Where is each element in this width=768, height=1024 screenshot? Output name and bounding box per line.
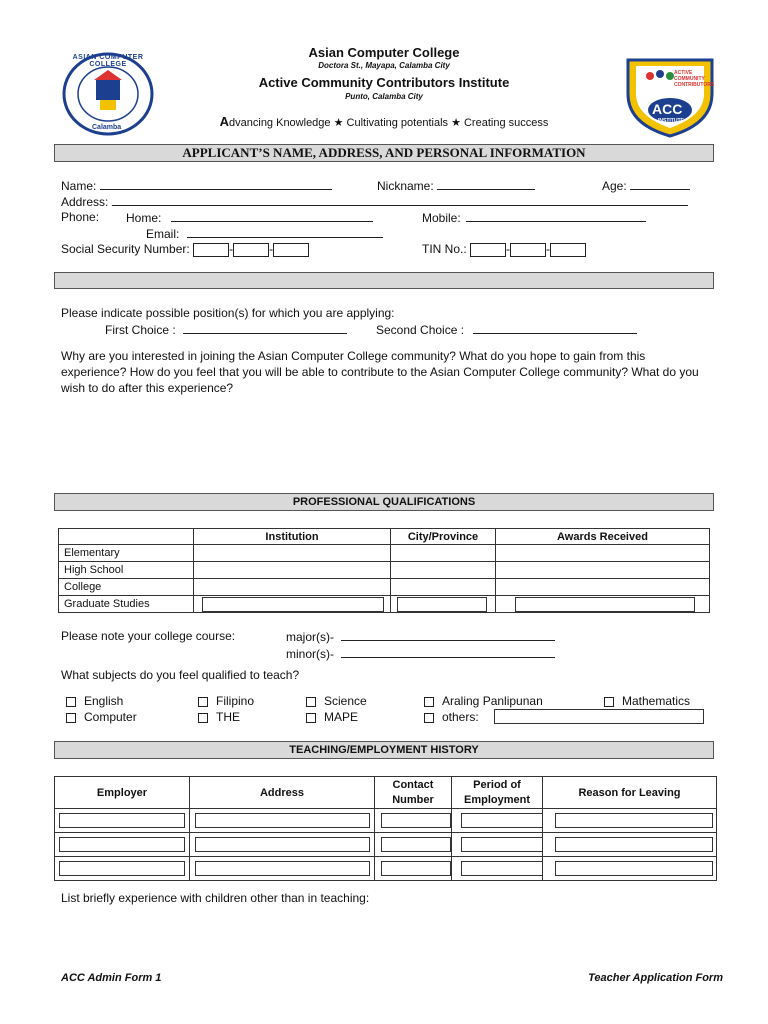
major-label: major(s)- bbox=[286, 630, 334, 644]
section-position-bar bbox=[54, 272, 714, 289]
ssn-dash: - bbox=[269, 242, 274, 256]
table-header: Awards Received bbox=[496, 529, 710, 545]
mobile-field[interactable] bbox=[466, 210, 646, 222]
ssn-box-1[interactable] bbox=[193, 243, 229, 257]
right-logo-sub: ACTIVE COMMUNITY CONTRIBUTORS bbox=[674, 70, 715, 88]
table-header: Contact Number bbox=[375, 777, 452, 809]
city-cell[interactable] bbox=[391, 579, 496, 596]
tin-dash: - bbox=[506, 242, 511, 256]
checkbox-icon[interactable] bbox=[306, 713, 316, 723]
motto bbox=[0, 114, 768, 129]
awards-cell[interactable] bbox=[496, 562, 710, 579]
right-logo-bottom: INSTITUTE bbox=[658, 118, 684, 124]
tin-box-1[interactable] bbox=[470, 243, 506, 257]
level-label: Elementary bbox=[59, 545, 194, 562]
school-address: Doctora St., Mayapa, Calamba City bbox=[318, 61, 450, 70]
left-logo-text: ASIAN COMPUTER COLLEGE bbox=[72, 54, 144, 68]
institute-address: Punto, Calamba City bbox=[345, 92, 423, 101]
subject-label: Filipino bbox=[216, 694, 255, 708]
minor-field[interactable] bbox=[341, 646, 555, 658]
motto-first-letter: A bbox=[219, 114, 230, 129]
ssn-row bbox=[61, 242, 309, 257]
address-row bbox=[61, 194, 688, 209]
subject-araling-panlipunan[interactable] bbox=[424, 694, 543, 708]
checkbox-icon[interactable] bbox=[198, 697, 208, 707]
email-field[interactable] bbox=[187, 226, 383, 238]
email-row bbox=[146, 226, 383, 241]
minor-row bbox=[286, 646, 555, 661]
grad-institution-input[interactable] bbox=[202, 597, 384, 612]
awards-cell[interactable] bbox=[496, 579, 710, 596]
tin-row bbox=[422, 242, 586, 257]
checkbox-icon[interactable] bbox=[604, 697, 614, 707]
subject-label: Computer bbox=[84, 710, 137, 724]
school-name: Asian Computer College bbox=[308, 45, 460, 60]
tin-label: TIN No.: bbox=[422, 242, 467, 256]
contact-input[interactable] bbox=[381, 837, 451, 852]
table-header: Institution bbox=[194, 529, 391, 545]
reason-input[interactable] bbox=[555, 813, 713, 828]
first-choice-row bbox=[105, 322, 347, 337]
table-row bbox=[59, 562, 710, 579]
major-field[interactable] bbox=[341, 629, 555, 641]
section-personal-info-bar: APPLICANT’S NAME, ADDRESS, AND PERSONAL INFORMATION bbox=[54, 144, 714, 162]
age-label: Age: bbox=[602, 179, 627, 193]
email-label: Email: bbox=[146, 227, 180, 241]
home-label: Home: bbox=[126, 211, 162, 225]
table-header: Reason for Leaving bbox=[543, 777, 717, 809]
address-input[interactable] bbox=[195, 813, 370, 828]
subject-label: others: bbox=[442, 710, 479, 724]
employer-input[interactable] bbox=[59, 861, 185, 876]
table-header-row bbox=[59, 529, 710, 545]
subject-label: Science bbox=[324, 694, 367, 708]
institute-name: Active Community Contributors Institute bbox=[258, 75, 510, 90]
checkbox-icon[interactable] bbox=[66, 713, 76, 723]
city-cell[interactable] bbox=[391, 562, 496, 579]
tin-box-2[interactable] bbox=[510, 243, 546, 257]
name-label: Name: bbox=[61, 179, 97, 193]
table-header: City/Province bbox=[391, 529, 496, 545]
minor-label: minor(s)- bbox=[286, 647, 334, 661]
subject-others[interactable] bbox=[424, 710, 479, 724]
home-phone-field[interactable] bbox=[171, 210, 373, 222]
contact-input[interactable] bbox=[381, 861, 451, 876]
nickname-field[interactable] bbox=[437, 178, 535, 190]
subject-science[interactable] bbox=[306, 694, 367, 708]
reason-input[interactable] bbox=[555, 837, 713, 852]
subject-filipino[interactable] bbox=[198, 694, 254, 708]
address-input[interactable] bbox=[195, 861, 370, 876]
table-row bbox=[59, 579, 710, 596]
level-label: Graduate Studies bbox=[59, 596, 194, 613]
first-choice-label: First Choice : bbox=[105, 323, 176, 337]
period-input[interactable] bbox=[461, 861, 543, 876]
nickname-row bbox=[377, 178, 535, 193]
positions-prompt: Please indicate possible position(s) for which you are applying: bbox=[61, 306, 395, 320]
age-row bbox=[602, 178, 690, 193]
reason-input[interactable] bbox=[555, 861, 713, 876]
level-label: College bbox=[59, 579, 194, 596]
ssn-box-3[interactable] bbox=[273, 243, 309, 257]
first-choice-field[interactable] bbox=[183, 322, 347, 334]
employer-input[interactable] bbox=[59, 837, 185, 852]
subject-computer[interactable] bbox=[66, 710, 137, 724]
table-header bbox=[59, 529, 194, 545]
footer-right: Teacher Application Form bbox=[588, 972, 723, 984]
checkbox-icon[interactable] bbox=[306, 697, 316, 707]
institution-cell[interactable] bbox=[194, 562, 391, 579]
tin-box-3[interactable] bbox=[550, 243, 586, 257]
subject-mape[interactable] bbox=[306, 710, 358, 724]
second-choice-field[interactable] bbox=[473, 322, 637, 334]
professional-qualifications-bar: PROFESSIONAL QUALIFICATIONS bbox=[54, 493, 714, 511]
major-row bbox=[286, 629, 555, 644]
checkbox-icon[interactable] bbox=[66, 697, 76, 707]
institution-cell[interactable] bbox=[194, 579, 391, 596]
table-header: Address bbox=[190, 777, 375, 809]
ssn-dash: - bbox=[229, 242, 234, 256]
checkbox-icon[interactable] bbox=[424, 713, 434, 723]
ssn-label: Social Security Number: bbox=[61, 242, 190, 256]
footer-left: ACC Admin Form 1 bbox=[61, 972, 162, 984]
table-header-row bbox=[55, 777, 717, 809]
awards-cell[interactable] bbox=[496, 545, 710, 562]
second-choice-label: Second Choice : bbox=[376, 323, 465, 337]
others-input[interactable] bbox=[494, 709, 704, 724]
subject-label: MAPE bbox=[324, 710, 359, 724]
employer-input[interactable] bbox=[59, 813, 185, 828]
table-header: Employer bbox=[55, 777, 190, 809]
mobile-label: Mobile: bbox=[422, 211, 461, 225]
table-header: Period of Employment bbox=[452, 777, 543, 809]
address-field[interactable] bbox=[112, 194, 688, 206]
left-logo-sub: Calamba bbox=[92, 124, 122, 131]
essay-question: Why are you interested in joining the Asian Computer College community? What do you hope to gain from this experience? How do you feel that you will be able to contribute to the Asian Computer College community? What do you wish to do after this experience? bbox=[61, 349, 699, 395]
tin-dash: - bbox=[546, 242, 551, 256]
right-logo-text: ACC bbox=[652, 101, 683, 117]
grad-awards-input[interactable] bbox=[515, 597, 695, 612]
subject-english[interactable] bbox=[66, 694, 123, 708]
level-label: High School bbox=[59, 562, 194, 579]
table-row bbox=[59, 545, 710, 562]
subject-mathematics[interactable] bbox=[604, 694, 690, 708]
children-experience-prompt: List briefly experience with children other than in teaching: bbox=[61, 891, 370, 905]
home-row bbox=[126, 210, 373, 225]
subject-label: English bbox=[84, 694, 124, 708]
checkbox-icon[interactable] bbox=[198, 713, 208, 723]
course-prompt: Please note your college course: bbox=[61, 629, 236, 643]
subject-label: THE bbox=[216, 710, 240, 724]
period-input[interactable] bbox=[461, 813, 543, 828]
motto-rest: dvancing Knowledge ★ Cultivating potentials ★ Creating success bbox=[229, 117, 549, 129]
grad-city-input[interactable] bbox=[397, 597, 487, 612]
nickname-label: Nickname: bbox=[377, 179, 434, 193]
subject-label: Mathematics bbox=[622, 694, 691, 708]
phone-label: Phone: bbox=[61, 210, 100, 224]
address-input[interactable] bbox=[195, 837, 370, 852]
ssn-box-2[interactable] bbox=[233, 243, 269, 257]
subjects-prompt: What subjects do you feel qualified to teach? bbox=[61, 668, 300, 682]
name-field[interactable] bbox=[100, 178, 332, 190]
address-label: Address: bbox=[61, 195, 109, 209]
name-row bbox=[61, 178, 332, 193]
employment-history-bar: TEACHING/EMPLOYMENT HISTORY bbox=[54, 741, 714, 759]
contact-input[interactable] bbox=[381, 813, 451, 828]
second-choice-row bbox=[376, 322, 637, 337]
subject-the[interactable] bbox=[198, 710, 240, 724]
mobile-row bbox=[422, 210, 646, 225]
city-cell[interactable] bbox=[391, 545, 496, 562]
age-field[interactable] bbox=[630, 178, 690, 190]
period-input[interactable] bbox=[461, 837, 543, 852]
institution-cell[interactable] bbox=[194, 545, 391, 562]
checkbox-icon[interactable] bbox=[424, 697, 434, 707]
subject-label: Araling Panlipunan bbox=[442, 694, 543, 708]
